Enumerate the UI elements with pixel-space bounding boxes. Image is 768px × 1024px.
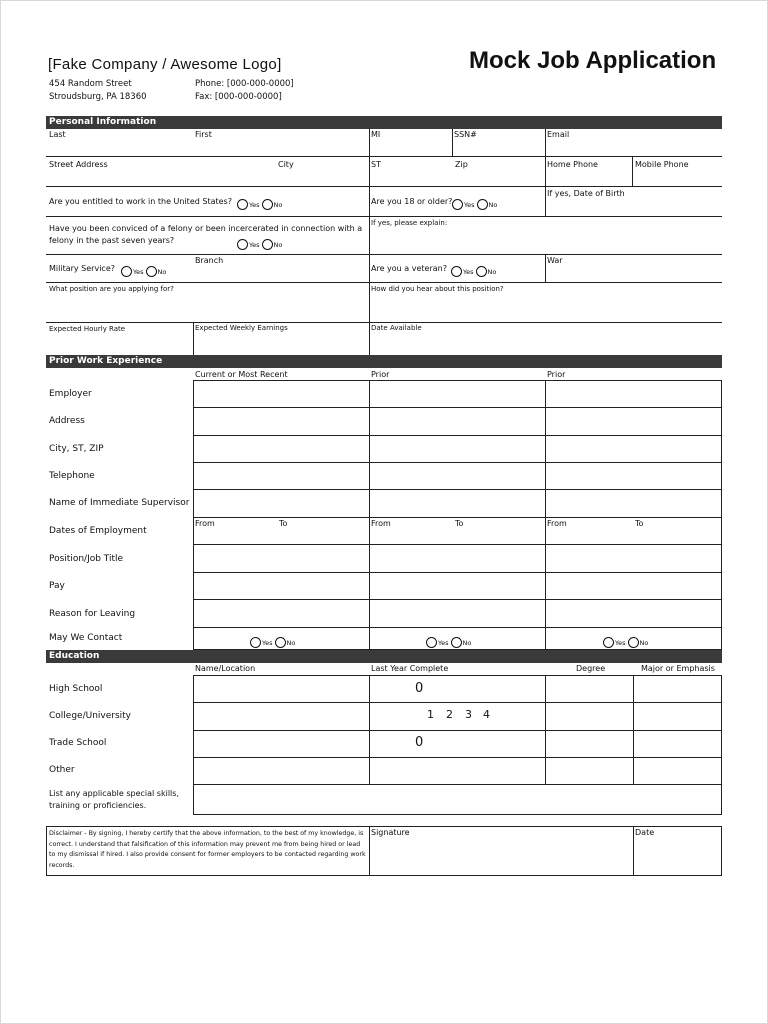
page-title: Mock Job Application xyxy=(469,47,717,74)
zip-field[interactable]: Zip xyxy=(455,160,468,169)
work-row-address: Address xyxy=(49,416,85,426)
personal-section-bar: Personal Information xyxy=(46,116,722,129)
college-year-selector[interactable] xyxy=(415,705,503,727)
date-available-field[interactable]: Date Available xyxy=(371,324,422,332)
city-field[interactable]: City xyxy=(278,160,294,169)
skills-label-line2: training or proficiencies. xyxy=(49,801,147,810)
ssn-field[interactable]: SSN# xyxy=(454,130,477,139)
work-from-3: From xyxy=(547,519,567,528)
address-line-1: 454 Random Street xyxy=(49,79,132,89)
first-name-field[interactable]: First xyxy=(195,130,212,139)
position-field[interactable]: What position are you applying for? xyxy=(49,285,174,293)
work-col-prior-1: Prior xyxy=(371,370,390,379)
date-of-birth-field[interactable]: If yes, Date of Birth xyxy=(547,189,625,198)
edu-col-last-year: Last Year Complete xyxy=(371,664,449,673)
company-contact xyxy=(195,78,294,104)
hourly-rate-field[interactable]: Expected Hourly Rate xyxy=(49,325,126,333)
over18-options: Yes No xyxy=(452,194,499,213)
email-field[interactable]: Email xyxy=(547,130,570,139)
high-school-year-value[interactable]: 0 xyxy=(415,681,445,696)
entitled-options: Yes No xyxy=(237,194,284,213)
war-field[interactable]: War xyxy=(547,256,563,265)
trade-school-year-value[interactable]: 0 xyxy=(415,735,445,750)
work-row-position: Position/Job Title xyxy=(49,554,124,564)
edu-col-name: Name/Location xyxy=(195,664,256,673)
edu-row-high-school: High School xyxy=(49,684,103,694)
college-year-2[interactable]: 2 xyxy=(446,708,453,721)
skills-box[interactable] xyxy=(193,784,722,815)
branch-field[interactable]: Branch xyxy=(195,256,224,265)
work-col-prior-2: Prior xyxy=(547,370,566,379)
felony-question-line2: felony in the past seven years? xyxy=(49,236,175,245)
address-line-2: Stroudsburg, PA 18360 xyxy=(49,92,147,102)
college-year-3[interactable]: 3 xyxy=(465,708,472,721)
street-address-field[interactable]: Street Address xyxy=(49,160,108,169)
work-row-pay: Pay xyxy=(49,581,65,591)
work-from-1: From xyxy=(195,519,215,528)
signature-field[interactable]: Signature xyxy=(371,828,410,837)
company-phone: Phone: [000-000-0000] xyxy=(195,79,294,89)
date-field[interactable]: Date xyxy=(635,828,655,837)
felony-question-line1: Have you been conviced of a felony or been incercerated in connection with a xyxy=(49,224,363,233)
work-row-reason: Reason for Leaving xyxy=(49,609,136,619)
company-fax: Fax: [000-000-0000] xyxy=(195,92,282,102)
veteran-question: Are you a veteran? xyxy=(371,264,447,273)
edu-col-major: Major or Emphasis xyxy=(641,664,715,673)
work-row-city-st-zip: City, ST, ZIP xyxy=(49,444,104,454)
veteran-options: Yes No xyxy=(451,261,498,280)
edu-row-other: Other xyxy=(49,765,75,775)
felony-yes-radio[interactable] xyxy=(237,239,248,250)
felony-explain-field[interactable]: If yes, please explain: xyxy=(371,219,448,227)
work-row-dates: Dates of Employment xyxy=(49,526,147,536)
military-question: Military Service? xyxy=(49,264,115,273)
work-to-1: To xyxy=(279,519,288,528)
home-phone-field[interactable]: Home Phone xyxy=(547,160,598,169)
contact-3-yes-radio[interactable] xyxy=(603,637,614,648)
last-name-field[interactable]: Last xyxy=(49,130,66,139)
college-year-4[interactable]: 4 xyxy=(483,708,490,721)
work-row-contact: May We Contact xyxy=(49,633,123,643)
heard-about-field[interactable]: How did you hear about this position? xyxy=(371,285,504,293)
edu-row-trade: Trade School xyxy=(49,738,107,748)
military-no-radio[interactable] xyxy=(146,266,157,277)
contact-3-no-radio[interactable] xyxy=(628,637,639,648)
military-options: Yes No xyxy=(121,261,168,280)
over18-yes-radio[interactable] xyxy=(452,199,463,210)
education-section-bar: Education xyxy=(46,650,722,663)
work-row-supervisor: Name of Immediate Supervisor xyxy=(49,498,190,508)
state-field[interactable]: ST xyxy=(371,160,381,169)
contact-1-no-radio[interactable] xyxy=(275,637,286,648)
over18-question: Are you 18 or older? xyxy=(371,197,453,206)
disclaimer-text: Disclaimer - By signing, I hereby certify that the above information, to the best of my knowledge, is correct. I understand that falsification of this information may prevent me from being hired or lead to my dismissal if hired. I also provide consent for former employers to be contacted regarding work records. xyxy=(49,830,366,869)
college-year-1[interactable]: 1 xyxy=(427,708,434,721)
entitled-yes-radio[interactable] xyxy=(237,199,248,210)
work-row-telephone: Telephone xyxy=(49,471,95,481)
veteran-no-radio[interactable] xyxy=(476,266,487,277)
work-to-2: To xyxy=(455,519,464,528)
work-col-current: Current or Most Recent xyxy=(195,370,288,379)
company-name: [Fake Company / Awesome Logo] xyxy=(48,56,282,73)
entitled-no-radio[interactable] xyxy=(262,199,273,210)
work-to-3: To xyxy=(635,519,644,528)
mobile-phone-field[interactable]: Mobile Phone xyxy=(635,160,689,169)
skills-label-line1: List any applicable special skills, xyxy=(49,789,179,798)
company-address xyxy=(49,78,147,104)
contact-2-yes-radio[interactable] xyxy=(426,637,437,648)
edu-row-college: College/University xyxy=(49,711,132,721)
contact-options-1: Yes No xyxy=(250,632,297,651)
edu-col-degree: Degree xyxy=(576,664,606,673)
veteran-yes-radio[interactable] xyxy=(451,266,462,277)
entitled-question: Are you entitled to work in the United States? xyxy=(49,197,232,206)
work-row-employer: Employer xyxy=(49,389,92,399)
over18-no-radio[interactable] xyxy=(477,199,488,210)
contact-1-yes-radio[interactable] xyxy=(250,637,261,648)
work-grid[interactable] xyxy=(193,380,722,650)
work-from-2: From xyxy=(371,519,391,528)
military-yes-radio[interactable] xyxy=(121,266,132,277)
middle-initial-field[interactable]: MI xyxy=(371,130,381,139)
contact-options-2: Yes No xyxy=(426,632,473,651)
work-section-bar: Prior Work Experience xyxy=(46,355,722,368)
contact-options-3: Yes No xyxy=(603,632,650,651)
felony-no-radio[interactable] xyxy=(262,239,273,250)
weekly-earnings-field[interactable]: Expected Weekly Earnings xyxy=(195,324,288,332)
felony-options: Yes No xyxy=(237,234,284,253)
contact-2-no-radio[interactable] xyxy=(451,637,462,648)
